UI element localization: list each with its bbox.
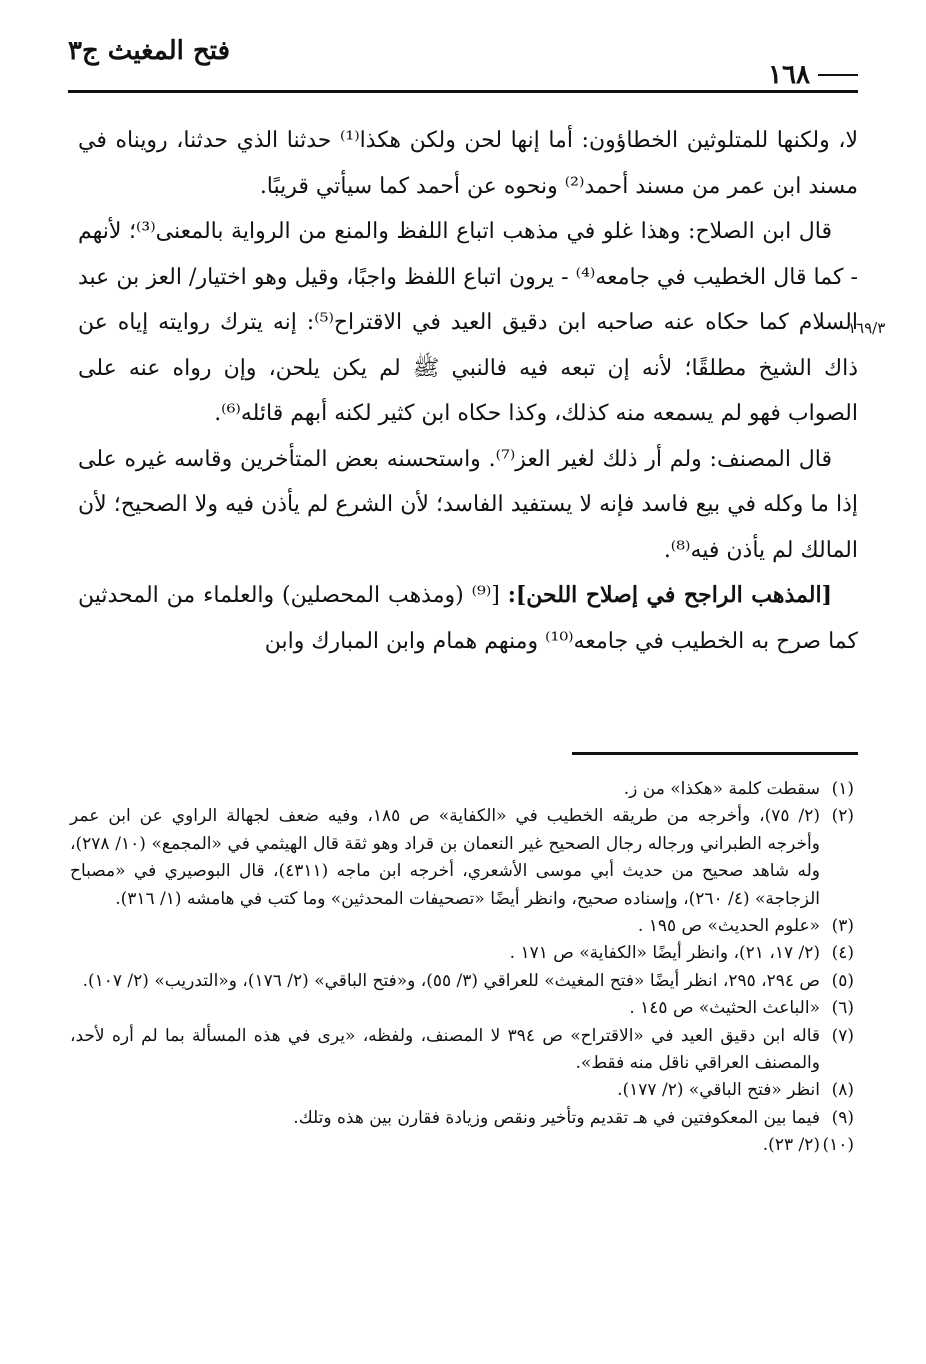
footnote-4 — [70, 940, 854, 967]
page-number: ١٦٨ — [768, 60, 810, 90]
footnote-number: (٥) — [831, 970, 854, 991]
margin-page-reference: ١٦٩/٣ — [848, 319, 886, 337]
footnote-number: (٩) — [831, 1107, 854, 1128]
section-heading: [المذهب الراجح في إصلاح اللحن]: — [507, 582, 832, 608]
footnote-number: (٨) — [831, 1080, 854, 1101]
footnote-number: (٤) — [831, 943, 854, 964]
footnote-1 — [70, 776, 854, 803]
header-short-rule — [818, 74, 858, 76]
footnote-text: «الباعث الحثيث» ص ١٤٥ . — [629, 998, 820, 1019]
paragraph-2: قال ابن الصلاح: وهذا غلو في مذهب اتباع اللفظ والمنع من الرواية بالمعنى⁽³⁾؛ لأنهم - كما قال الخطيب في جامعه⁽⁴⁾ - يرون اتباع اللفظ واجبًا، وقيل وهو اختيار/ العز بن عبد السلام كما حكاه عنه صاحبه ابن دقيق العيد في الاقتراح⁽⁵⁾: إنه يترك روايته إياه عن ذاك الشيخ مطلقًا؛ لأنه إن تبعه فيه فالنبي ﷺ لم يكن يلحن، وإن رواه عنه على الصواب فهو لم يسمعه منه كذلك، وكذا حكاه ابن كثير لكنه أبهم قائله⁽⁶⁾. — [78, 219, 858, 426]
paragraph-3: قال المصنف: ولم أر ذلك لغير العز⁽⁷⁾. واستحسنه بعض المتأخرين وقاسه غيره على إذا ما وكله في بيع فاسد فإنه لا يستفيد الفاسد؛ لأن الشرع لم يأذن فيه ولا الصحيح؛ لأن المالك لم يأذن فيه⁽⁸⁾. — [78, 446, 858, 563]
footnote-separator — [572, 752, 858, 755]
footnote-text: (٢/ ١٧، ٢١)، وانظر أيضًا «الكفاية» ص ١٧١ . — [509, 943, 820, 964]
paragraph-1: لا، ولكنها للمتلوثين الخطاؤون: أما إنها لحن ولكن هكذا⁽¹⁾ حدثنا الذي حدثنا، رويناه في مسند ابن عمر من مسند أحمد⁽²⁾ ونحوه عن أحمد كما سيأتي قريبًا. — [78, 128, 858, 199]
footnote-3 — [70, 913, 854, 940]
footnote-number: (٣) — [831, 916, 854, 937]
footnote-7 — [70, 1023, 854, 1078]
footnote-text: قاله ابن دقيق العيد في «الاقتراح» ص ٣٩٤ لا المصنف، ولفظه، «يرى في هذه المسألة بما لم أره لأحد، والمصنف العراقي ناقل منه فقط». — [70, 1025, 820, 1074]
footnote-text: (٢/ ٢٣). — [762, 1135, 820, 1156]
footnote-text: ص ٢٩٤، ٢٩٥، انظر أيضًا «فتح المغيث» للعراقي (٣/ ٥٥)، و«فتح الباقي» (٢/ ١٧٦)، و«التدريب» (٢/ ١٠٧). — [82, 970, 820, 991]
footnote-text: انظر «فتح الباقي» (٢/ ١٧٧). — [617, 1080, 820, 1101]
main-text — [78, 118, 858, 664]
paragraph-4-text: [⁽⁹⁾ (ومذهب المحصلين) والعلماء من المحدثين كما صرح به الخطيب في جامعه⁽¹⁰⁾ ومنهم همام وابن المبارك وابن — [78, 583, 858, 654]
footnote-9 — [70, 1105, 854, 1132]
footnote-2 — [70, 803, 854, 913]
footnotes — [70, 776, 854, 1160]
footnote-number: (٧) — [831, 1025, 854, 1046]
footnote-5 — [70, 968, 854, 995]
page-header — [68, 36, 858, 96]
footnote-text: فيما بين المعكوفتين في هـ تقديم وتأخير ونقص وزيادة فقارن بين هذه وتلك. — [293, 1107, 820, 1128]
footnote-number: (١٠) — [822, 1135, 854, 1156]
footnote-number: (١) — [831, 779, 854, 799]
footnote-number: (٦) — [831, 998, 854, 1019]
footnote-text: سقطت كلمة «هكذا» من ز. — [623, 779, 820, 799]
header-rule — [68, 90, 858, 93]
footnote-10 — [70, 1132, 854, 1159]
book-title: فتح المغيث ج٣ — [68, 36, 231, 66]
footnote-text: «علوم الحديث» ص ١٩٥ . — [637, 916, 820, 937]
footnote-8 — [70, 1077, 854, 1104]
footnote-text: (٢/ ٧٥)، وأخرجه من طريقه الخطيب في «الكفاية» ص ١٨٥، وفيه ضعف لجهالة الراوي عن ابن عمر وأخرجه الطبراني ورجاله رجال الصحيح غير النعمان بن قراد وهو ثقة قال الهيثمي في «المجمع» (١٠/ ٢٧٨)، وله شاهد صحيح من حديث أبي موسى الأشعري، أخرجه ابن ماجه (٤٣١١)، قال البوصيري في «مصباح الزجاجة» (٤/ ٢٦٠)، وإسناده صحيح، وانظر أيضًا «تصحيفات المحدثين» وما كتب في هامشه (١/ ٣١٦). — [70, 806, 820, 909]
footnote-6 — [70, 995, 854, 1022]
footnote-number: (٢) — [831, 806, 854, 827]
paragraph-4 — [78, 573, 858, 664]
